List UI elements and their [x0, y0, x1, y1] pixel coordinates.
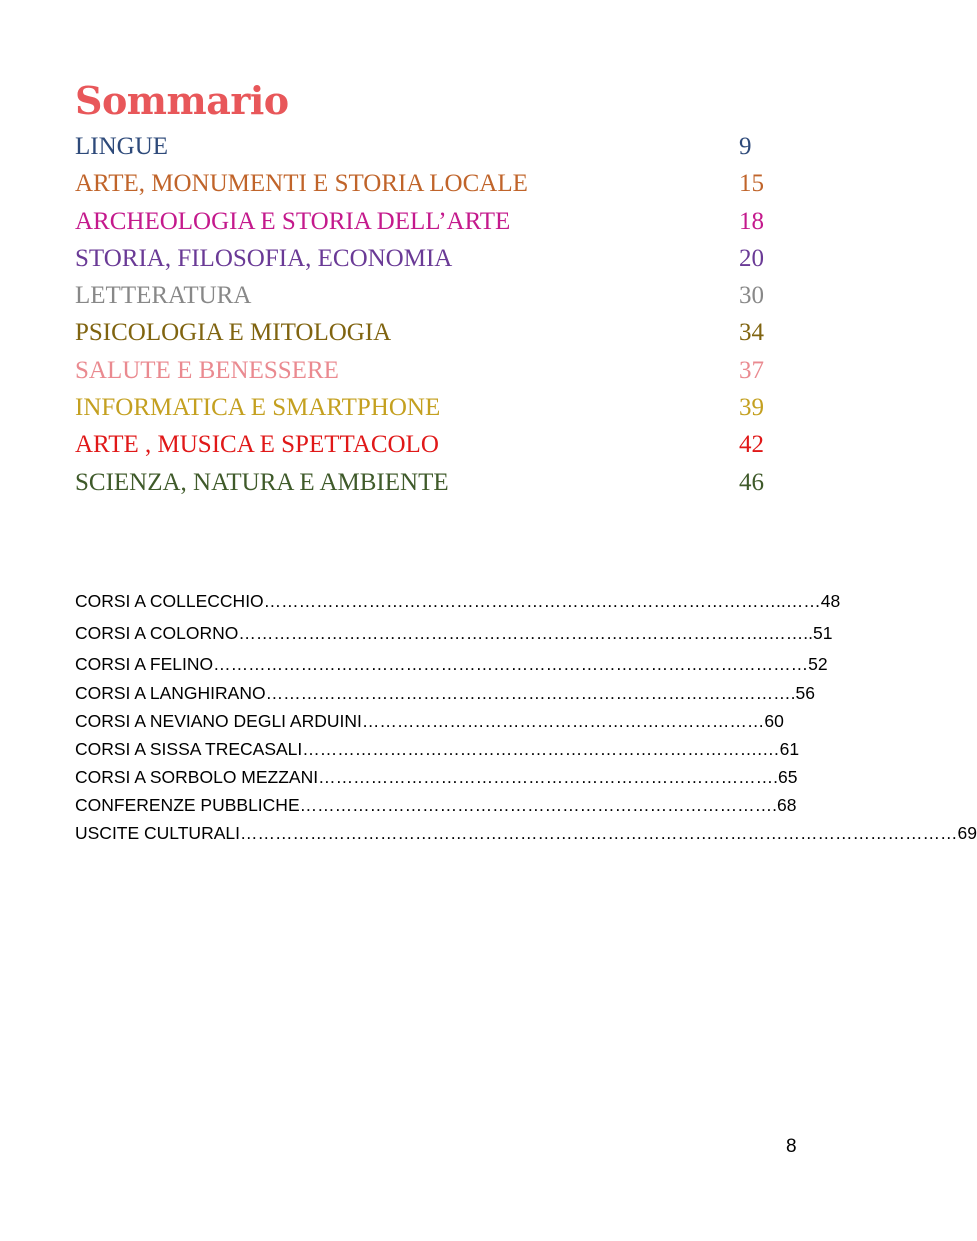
courses-table-of-contents [75, 586, 977, 847]
page-number: 8 [786, 1136, 797, 1157]
toc-entry-page: 18 [739, 207, 764, 235]
course-entry: CORSI A COLLECCHIO………………………………………………….…………………………..……48 [75, 591, 841, 611]
toc-entry-page: 15 [739, 170, 764, 198]
toc-entry [75, 277, 795, 314]
toc-entry-label: LETTERATURA [75, 282, 252, 310]
toc-entry-page: 34 [739, 319, 764, 347]
course-entry: CORSI A SORBOLO MEZZANI…………………………………………………………………….65 [75, 767, 798, 787]
toc-entry [75, 240, 795, 277]
toc-entry-page: 30 [739, 282, 764, 310]
toc-entry-label: INFORMATICA E SMARTPHONE [75, 394, 441, 422]
toc-entry [75, 203, 795, 240]
toc-entry [75, 464, 795, 501]
toc-entry-page: 46 [739, 468, 764, 496]
toc-entry [75, 426, 795, 463]
toc-entry-page: 42 [739, 431, 764, 459]
page-title: Sommario [75, 78, 289, 123]
toc-entry-page: 9 [739, 133, 752, 160]
toc-entry-label: STORIA, FILOSOFIA, ECONOMIA [75, 244, 453, 272]
course-entry: CORSI A FELINO…………………………………………………………………………………………52 [75, 654, 828, 674]
toc-entry-label: ARCHEOLOGIA E STORIA DELL’ARTE [75, 207, 511, 235]
toc-entry-label: PSICOLOGIA E MITOLOGIA [75, 319, 392, 347]
toc-entry-label: SALUTE E BENESSERE [75, 356, 339, 384]
toc-entry-label: ARTE , MUSICA E SPETTACOLO [75, 431, 439, 459]
course-entry: USCITE CULTURALI……………………………………………………………………………………………………………69 [75, 823, 977, 843]
toc-entry-page: 39 [739, 394, 764, 422]
course-entry: CORSI A NEVIANO DEGLI ARDUINI……………………………………………………………60 [75, 711, 784, 731]
toc-entry [75, 165, 795, 202]
toc-entry-page: 37 [739, 356, 764, 384]
toc-entry [75, 314, 795, 351]
toc-entry-label: ARTE, MONUMENTI E STORIA LOCALE [75, 170, 528, 198]
toc-entry-label: SCIENZA, NATURA E AMBIENTE [75, 468, 449, 496]
toc-entry [75, 352, 795, 389]
course-entry: CORSI A LANGHIRANO……………………………………………………………………………….56 [75, 683, 815, 703]
toc-entry-page: 20 [739, 244, 764, 272]
course-entry: CORSI A SISSA TRECASALI…………………………………………………………………….…61 [75, 739, 800, 759]
toc-entry [75, 389, 795, 426]
course-entry: CORSI A COLORNO……………………………………………………………………………….……..51 [75, 623, 833, 643]
main-table-of-contents [75, 128, 795, 501]
toc-entry [75, 128, 795, 165]
toc-entry-label: LINGUE [75, 133, 169, 160]
course-entry: CONFERENZE PUBBLICHE……………………………………………………………………….68 [75, 795, 797, 815]
